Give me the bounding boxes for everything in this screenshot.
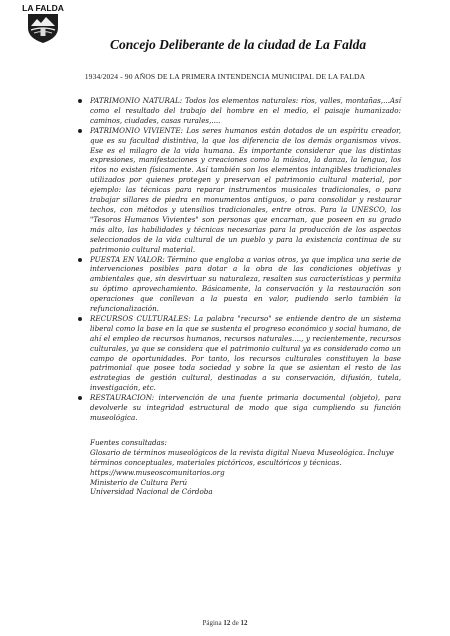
glossary-item-restauracion <box>90 393 401 423</box>
glossary-item-text: RESTAURACION: intervención de una fuente primaria documental (objeto), para devolverle su integridad estructural de modo que siga cumpliendo su función museológica. <box>90 393 401 422</box>
bullet-icon <box>78 129 82 133</box>
glossary-list <box>90 96 401 423</box>
bullet-icon <box>78 258 82 262</box>
source-link[interactable]: https://www.museoscomunitarios.org <box>90 467 225 477</box>
glossary-item-text: PATRIMONIO NATURAL: Todos los elementos naturales: ríos, valles, montañas,...Así como el resultado del trabajo del hombre en el medio, el paisaje humanizado: caminos, ciudades, casas rurales,.... <box>90 96 401 125</box>
glossary-item-recursos-culturales <box>90 314 401 393</box>
source-item: Glosario de términos museológicos de la revista digital Nueva Museológica. Incluye términos conceptuales, materiales pictóricos, escultóricos y técnicas. <box>90 447 394 467</box>
sources-heading: Fuentes consultadas: <box>90 437 167 447</box>
bullet-icon <box>78 317 82 321</box>
glossary-item-patrimonio-viviente <box>90 126 401 255</box>
bullet-icon <box>78 396 82 400</box>
glossary-item-puesta-en-valor <box>90 255 401 314</box>
anniversary-subtitle: 1934/2024 - 90 AÑOS DE LA PRIMERA INTENDENCIA MUNICIPAL DE LA FALDA <box>84 72 366 81</box>
glossary-item-patrimonio-natural <box>90 96 401 126</box>
document-body <box>90 96 401 497</box>
glossary-item-text: PUESTA EN VALOR: Término que engloba a varios otros, ya que implica una serie de intervenciones posibles para dotar a la obra de las condiciones objetivas y ambientales que, sin desvirtuar su naturaleza, resalten sus características y permita su óptimo aprovechamiento. Básicamente, la conservación y la restauración son operaciones que conllevan a la puesta en valor, pudiendo serlo también la refuncionalización. <box>90 254 401 314</box>
footer-prefix: Página <box>202 619 222 627</box>
source-item: Ministerio de Cultura Perú <box>90 477 188 487</box>
footer-current-page: 12 <box>223 619 231 627</box>
footer-of: de <box>232 619 239 627</box>
bullet-icon <box>78 99 82 103</box>
logo-text: LA FALDA <box>22 3 64 13</box>
page-footer <box>0 619 450 627</box>
source-item: Universidad Nacional de Córdoba <box>90 487 213 497</box>
glossary-item-text: RECURSOS CULTURALES: La palabra "recurso" se entiende dentro de un sistema liberal como la base en la que se sustenta el progreso económico y social humano, de ahí el empleo de recursos humanos, recursos naturales...., y recientemente, recursos culturales, ya que se considera que el patrimonio cultural ya es considerado como un campo de oportunidades. Por tanto, los recursos culturales constituyen la base patrimonial que posee toda sociedad y sobre la que se asientan el resto de las estrategias de gestión cultural, destinadas a su conservación, difusión, tutela, investigación, etc. <box>90 313 401 393</box>
glossary-item-text: PATRIMONIO VIVIENTE: Los seres humanos están dotados de un espíritu creador, que es su facultad distintiva, la que los diferencia de los demás organismos vivos. Ese es el milagro de la vida humana. Es importante considerar que las distintas expresiones, manifestaciones y creaciones como la música, la danza, la lengua, los ritos no existen físicamente. Así también son los elementos intangibles tradicionales utilizados por quienes protegen y preservan el patrimonio cultural material, por ejemplo: las técnicas para reparar instrumentos musicales tradicionales, o para trabajar sillares de piedra en monumentos antiguos, o para consolidar y restaurar techos, con métodos y utensilios tradicionales, entre otros. Para la UNESCO, los "Tesoros Humanos Vivientes" son personas que encarnan, que poseen en su grado más alto, las habilidades y técnicas necesarias para la producción de los aspectos seleccionados de la vida cultural de un pueblo y para la existencia continua de su patrimonio cultural material. <box>90 125 401 254</box>
sources-section <box>90 438 401 497</box>
footer-total-pages: 12 <box>240 619 248 627</box>
council-logo <box>22 2 64 44</box>
page-title: Concejo Deliberante de la ciudad de La Falda <box>110 37 367 52</box>
